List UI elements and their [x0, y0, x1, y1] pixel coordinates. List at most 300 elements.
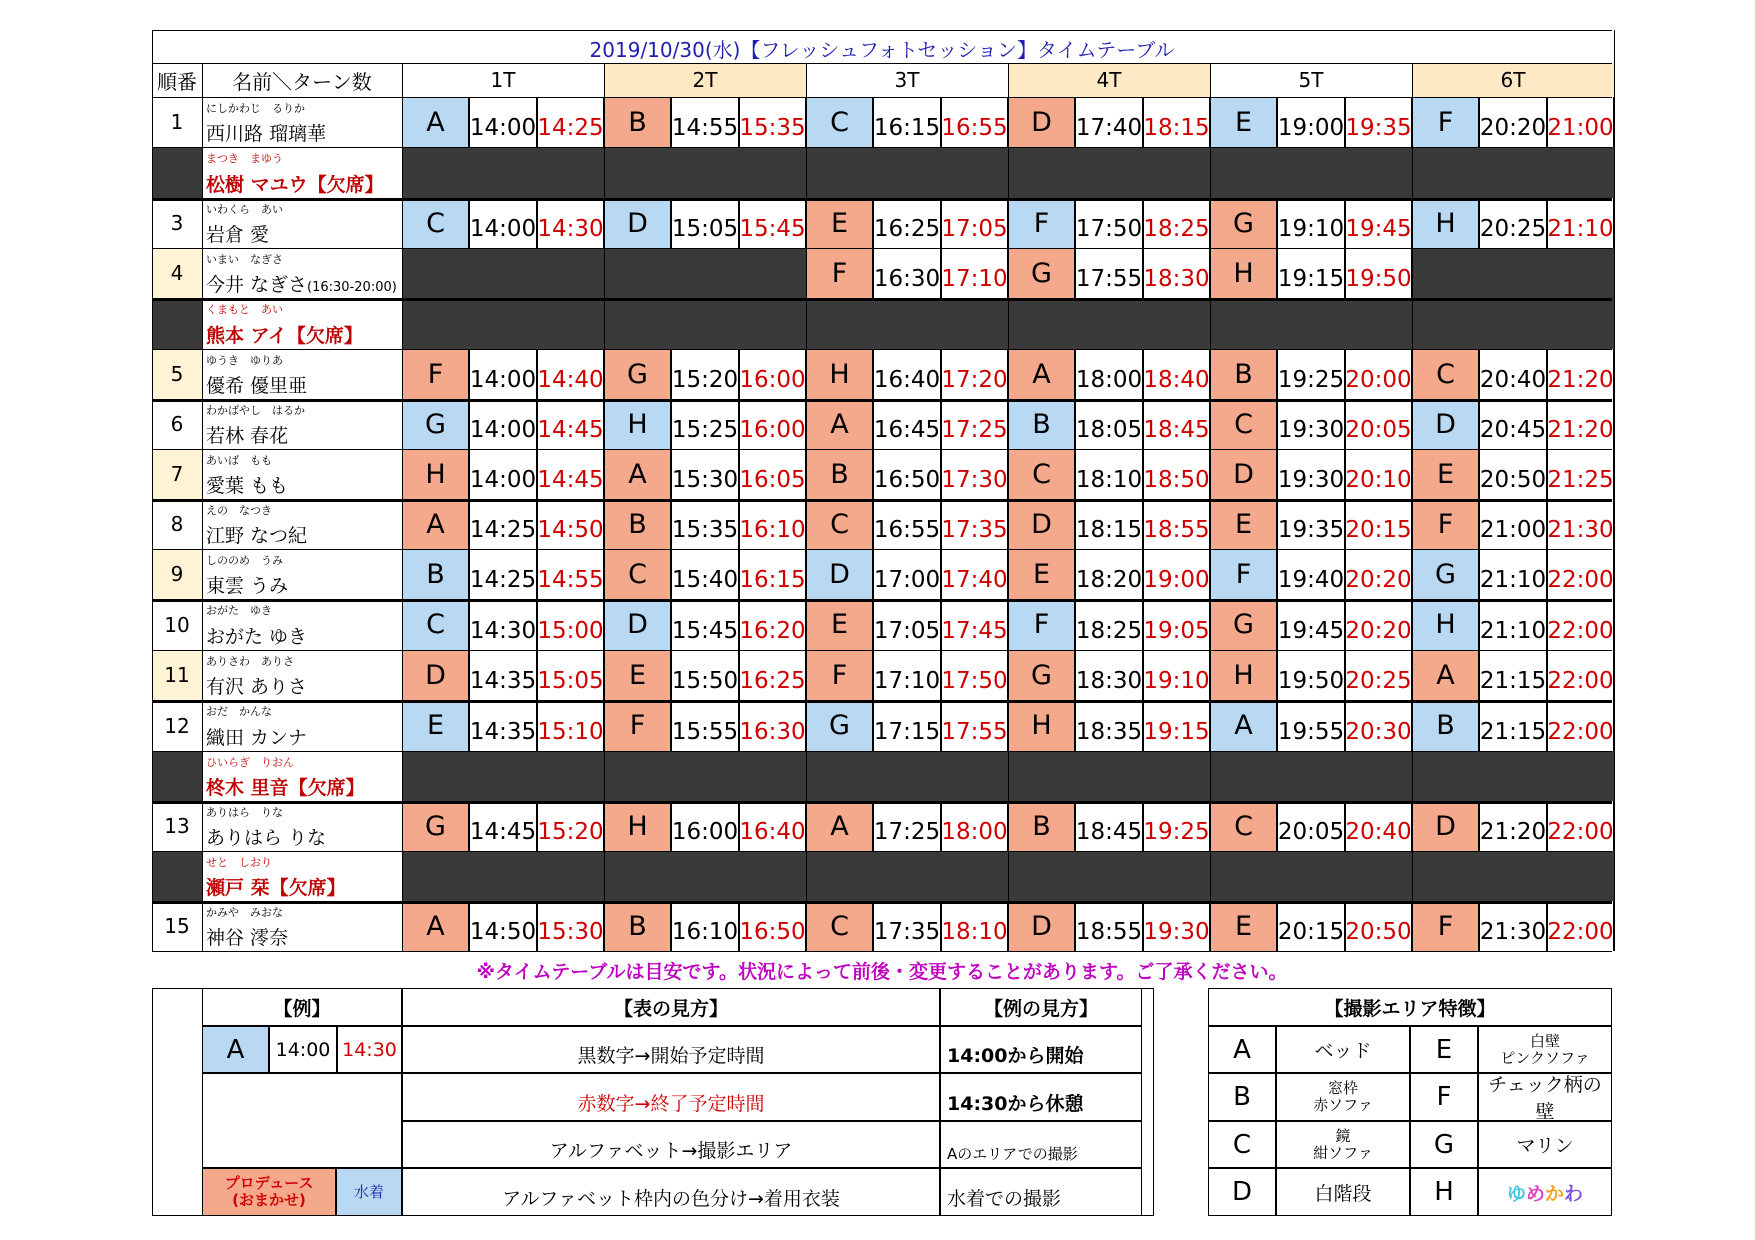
row-number	[152, 147, 202, 198]
end-time: 21:25	[1547, 449, 1614, 499]
notice-text: ※タイムテーブルは目安です。状況によって前後・変更することがあります。ご了承ください。	[476, 960, 1288, 983]
legend-meaning-item: Aのエリアでの撮影	[940, 1121, 1142, 1168]
area-desc: 窓枠 赤ソファ	[1276, 1073, 1410, 1121]
name-cell	[202, 549, 402, 599]
start-time: 18:20	[1075, 549, 1143, 599]
area-letter: D	[806, 549, 873, 599]
name-ruby: えの なつき	[206, 504, 272, 517]
name-ruby: ありはら りな	[206, 806, 283, 819]
legend-swimsuit: 水着	[336, 1168, 402, 1216]
name-ruby: ひいらぎ りおん	[206, 756, 294, 769]
start-time: 19:00	[1277, 97, 1345, 147]
area-letter: H	[604, 399, 671, 449]
area-letter: H	[1210, 650, 1277, 700]
performer-name: 愛葉 もも	[206, 475, 289, 497]
start-time: 18:35	[1075, 700, 1143, 751]
grid-line	[152, 30, 153, 951]
name-ruby: いまい なぎさ	[206, 253, 283, 266]
start-time: 17:35	[873, 901, 941, 951]
start-time: 17:05	[873, 599, 941, 650]
legend-howto-title: 【表の見方】	[402, 988, 940, 1026]
end-time: 20:00	[1345, 349, 1412, 399]
grid-line	[152, 97, 1612, 98]
name-cell	[202, 97, 402, 147]
end-time: 16:10	[739, 499, 806, 549]
start-time: 15:25	[671, 399, 739, 449]
start-time: 15:40	[671, 549, 739, 599]
area-letter: F	[402, 349, 469, 399]
performer-name: おがた ゆき	[206, 626, 308, 648]
start-time: 14:00	[469, 399, 537, 449]
end-time: 15:20	[537, 801, 604, 851]
area-letter: D	[604, 599, 671, 650]
end-time: 19:25	[1143, 801, 1210, 851]
performer-name: 江野 なつ紀	[206, 525, 308, 547]
area-letter: A	[1008, 349, 1075, 399]
start-time: 19:30	[1277, 449, 1345, 499]
row-number	[152, 851, 202, 901]
rainbow-char: め	[1525, 1182, 1545, 1205]
empty-turn	[402, 248, 604, 298]
performer-name: 西川路 瑠璃華	[206, 123, 327, 145]
name-ruby: かみや みおな	[206, 906, 283, 919]
area-letter: G	[1210, 599, 1277, 650]
end-time: 15:35	[739, 97, 806, 147]
grid-line	[152, 147, 1612, 148]
row-number	[152, 298, 202, 349]
end-time: 17:40	[941, 549, 1008, 599]
start-time: 19:50	[1277, 650, 1345, 700]
area-letter: C	[806, 901, 873, 951]
area-letter: C	[1008, 449, 1075, 499]
legend-example-title: 【例】	[202, 988, 402, 1026]
name-ruby: せと しおり	[206, 856, 272, 869]
end-time: 16:00	[739, 349, 806, 399]
name-ruby: まつき まゆう	[206, 152, 283, 165]
start-time: 18:05	[1075, 399, 1143, 449]
name-note: (16:30-20:00)	[307, 280, 397, 295]
row-number: 6	[152, 399, 202, 449]
performer-name: 東雲 うみ	[206, 575, 289, 597]
start-time: 14:35	[469, 700, 537, 751]
end-time: 18:15	[1143, 97, 1210, 147]
name-ruby: にしかわじ るりか	[206, 102, 305, 115]
area-letter: G	[806, 700, 873, 751]
legend-example-start: 14:00	[269, 1026, 337, 1073]
legend-howto-item: アルファベット→撮影エリア	[402, 1121, 940, 1168]
page-title: 2019/10/30(水)【フレッシュフォトセッション】タイムテーブル	[589, 37, 1175, 62]
end-time: 20:20	[1345, 599, 1412, 650]
name-ruby: あいば もも	[206, 454, 272, 467]
start-time: 14:30	[469, 599, 537, 650]
end-time: 21:10	[1547, 198, 1614, 248]
start-time: 16:30	[873, 248, 941, 298]
rainbow-char: わ	[1564, 1182, 1584, 1205]
row-number: 10	[152, 599, 202, 650]
name-cell	[202, 449, 402, 499]
area-letter: E	[604, 650, 671, 700]
start-time: 15:55	[671, 700, 739, 751]
performer-name: 有沢 ありさ	[206, 676, 308, 698]
grid-line	[604, 63, 605, 951]
header-turn-2: 2T	[604, 63, 806, 97]
name-ruby: いわくら あい	[206, 203, 283, 216]
row-number: 15	[152, 901, 202, 951]
row-number: 8	[152, 499, 202, 549]
grid-line	[152, 449, 1612, 450]
name-cell	[202, 248, 402, 298]
end-time: 17:25	[941, 399, 1008, 449]
area-letter: A	[1210, 700, 1277, 751]
area-letter: A	[402, 901, 469, 951]
row-number: 11	[152, 650, 202, 700]
start-time: 21:20	[1479, 801, 1547, 851]
grid-line	[152, 549, 1612, 550]
area-letter: G	[402, 399, 469, 449]
name-cell	[202, 599, 402, 650]
start-time: 14:25	[469, 549, 537, 599]
grid-line	[152, 63, 1612, 64]
end-time: 17:20	[941, 349, 1008, 399]
legend-meaning-item: 14:30から休憩	[940, 1073, 1142, 1121]
area-letter: E	[806, 198, 873, 248]
grid-line	[152, 951, 1612, 952]
area-letter: A	[402, 97, 469, 147]
end-time: 17:35	[941, 499, 1008, 549]
end-time: 20:10	[1345, 449, 1412, 499]
area-letter: C	[402, 198, 469, 248]
end-time: 22:00	[1547, 599, 1614, 650]
row-number: 9	[152, 549, 202, 599]
end-time: 17:50	[941, 650, 1008, 700]
start-time: 18:30	[1075, 650, 1143, 700]
area-letter: E	[402, 700, 469, 751]
grid-line	[152, 499, 1612, 502]
start-time: 15:35	[671, 499, 739, 549]
name-cell	[202, 851, 402, 901]
name-ruby: しののめ うみ	[206, 554, 283, 567]
area-letter: G	[1210, 198, 1277, 248]
area-letter: C	[1412, 349, 1479, 399]
name-ruby: わかばやし はるか	[206, 404, 305, 417]
area-letter: A	[604, 449, 671, 499]
grid-line	[152, 700, 1612, 703]
start-time: 14:00	[469, 97, 537, 147]
area-letter: H	[1210, 248, 1277, 298]
empty-turn	[604, 248, 806, 298]
end-time: 15:05	[537, 650, 604, 700]
end-time: 15:30	[537, 901, 604, 951]
area-desc: 白壁 ピンクソファ	[1478, 1026, 1612, 1073]
legend-example-end: 14:30	[337, 1026, 402, 1073]
area-letter: F	[1008, 198, 1075, 248]
performer-name: 熊本 アイ【欠席】	[206, 325, 363, 347]
area-letter: C	[806, 97, 873, 147]
grid-line	[152, 198, 1612, 201]
grid-line	[152, 349, 1612, 350]
start-time: 16:55	[873, 499, 941, 549]
end-time: 18:50	[1143, 449, 1210, 499]
grid-line	[152, 298, 1612, 301]
end-time: 15:45	[739, 198, 806, 248]
start-time: 17:50	[1075, 198, 1143, 248]
area-letter: G	[402, 801, 469, 851]
legend-areas-title: 【撮影エリア特徴】	[1208, 988, 1612, 1026]
end-time: 22:00	[1547, 650, 1614, 700]
row-number: 13	[152, 801, 202, 851]
legend-meaning-title: 【例の見方】	[940, 988, 1142, 1026]
row-number: 1	[152, 97, 202, 147]
grid-line	[402, 63, 403, 951]
legend-produce: プロデュース (おまかせ)	[202, 1168, 336, 1216]
grid-line	[1008, 63, 1009, 951]
start-time: 16:40	[873, 349, 941, 399]
performer-name: 柊木 里音【欠席】	[206, 777, 365, 799]
start-time: 18:55	[1075, 901, 1143, 951]
row-number	[152, 751, 202, 801]
end-time: 20:15	[1345, 499, 1412, 549]
name-cell	[202, 901, 402, 951]
end-time: 14:50	[537, 499, 604, 549]
legend-blank	[202, 1073, 402, 1168]
area-letter: A	[806, 801, 873, 851]
name-cell	[202, 650, 402, 700]
area-letter: B	[1008, 399, 1075, 449]
grid-line	[152, 30, 1612, 31]
end-time: 14:45	[537, 449, 604, 499]
area-letter: B	[604, 499, 671, 549]
start-time: 20:15	[1277, 901, 1345, 951]
area-letter: F	[806, 650, 873, 700]
start-time: 14:00	[469, 198, 537, 248]
performer-name: 神谷 澪奈	[206, 927, 289, 949]
start-time: 14:55	[671, 97, 739, 147]
end-time: 16:55	[941, 97, 1008, 147]
row-number: 3	[152, 198, 202, 248]
end-time: 16:30	[739, 700, 806, 751]
area-letter: E	[1210, 499, 1277, 549]
start-time: 16:10	[671, 901, 739, 951]
start-time: 19:35	[1277, 499, 1345, 549]
area-letter: H	[806, 349, 873, 399]
area-letter: D	[1412, 399, 1479, 449]
end-time: 18:10	[941, 901, 1008, 951]
area-letter: A	[402, 499, 469, 549]
start-time: 15:20	[671, 349, 739, 399]
end-time: 16:05	[739, 449, 806, 499]
header-turn-1: 1T	[402, 63, 604, 97]
performer-name: ありはら りな	[206, 827, 327, 849]
grid-line	[152, 751, 1612, 752]
area-letter: D	[604, 198, 671, 248]
row-number: 7	[152, 449, 202, 499]
legend-howto-item: 赤数字→終了予定時間	[402, 1073, 940, 1121]
start-time: 14:45	[469, 801, 537, 851]
start-time: 20:05	[1277, 801, 1345, 851]
area-letter: F	[1412, 901, 1479, 951]
start-time: 19:15	[1277, 248, 1345, 298]
area-key: C	[1208, 1121, 1276, 1168]
area-letter: D	[402, 650, 469, 700]
start-time: 21:00	[1479, 499, 1547, 549]
performer-name: 若林 春花	[206, 425, 289, 447]
end-time: 20:50	[1345, 901, 1412, 951]
performer-name: 織田 カンナ	[206, 727, 308, 749]
area-desc: ベッド	[1276, 1026, 1410, 1073]
start-time: 21:10	[1479, 549, 1547, 599]
area-letter: D	[1008, 901, 1075, 951]
end-time: 16:00	[739, 399, 806, 449]
end-time: 15:00	[537, 599, 604, 650]
area-letter: B	[1412, 700, 1479, 751]
start-time: 19:10	[1277, 198, 1345, 248]
start-time: 18:15	[1075, 499, 1143, 549]
legend-howto-item: アルファベット枠内の色分け→着用衣装	[402, 1168, 940, 1216]
legend-meaning-item: 14:00から開始	[940, 1026, 1142, 1073]
start-time: 19:55	[1277, 700, 1345, 751]
area-letter: B	[1008, 801, 1075, 851]
area-letter: E	[806, 599, 873, 650]
area-letter: D	[1210, 449, 1277, 499]
area-letter: D	[1008, 499, 1075, 549]
header-no: 順番	[157, 69, 197, 94]
name-ruby: ゆうき ゆりあ	[206, 354, 283, 367]
area-letter: D	[1412, 801, 1479, 851]
end-time: 17:05	[941, 198, 1008, 248]
grid-line	[152, 599, 1612, 602]
end-time: 16:50	[739, 901, 806, 951]
end-time: 20:05	[1345, 399, 1412, 449]
end-time: 19:15	[1143, 700, 1210, 751]
area-letter: C	[604, 549, 671, 599]
grid-line	[806, 63, 807, 951]
area-letter: G	[604, 349, 671, 399]
end-time: 18:25	[1143, 198, 1210, 248]
end-time: 17:30	[941, 449, 1008, 499]
end-time: 19:50	[1345, 248, 1412, 298]
start-time: 19:30	[1277, 399, 1345, 449]
start-time: 16:50	[873, 449, 941, 499]
header-turn-5: 5T	[1210, 63, 1412, 97]
end-time: 19:30	[1143, 901, 1210, 951]
end-time: 19:10	[1143, 650, 1210, 700]
start-time: 17:00	[873, 549, 941, 599]
performer-name: 優希 優里亜	[206, 375, 308, 397]
empty-turn	[1412, 248, 1614, 298]
end-time: 14:30	[537, 198, 604, 248]
start-time: 15:30	[671, 449, 739, 499]
area-desc: チェック柄の壁	[1478, 1073, 1612, 1121]
area-key: A	[1208, 1026, 1276, 1073]
end-time: 21:20	[1547, 399, 1614, 449]
area-letter: H	[604, 801, 671, 851]
area-letter: D	[1008, 97, 1075, 147]
grid-line	[152, 851, 1612, 852]
start-time: 17:40	[1075, 97, 1143, 147]
start-time: 19:45	[1277, 599, 1345, 650]
start-time: 17:55	[1075, 248, 1143, 298]
name-cell	[202, 801, 402, 851]
area-key: G	[1410, 1121, 1478, 1168]
area-letter: E	[1210, 901, 1277, 951]
end-time: 17:10	[941, 248, 1008, 298]
end-time: 16:15	[739, 549, 806, 599]
end-time: 15:10	[537, 700, 604, 751]
grid-line	[1412, 63, 1413, 951]
area-letter: C	[1210, 801, 1277, 851]
area-letter: G	[1008, 650, 1075, 700]
area-letter: F	[1412, 97, 1479, 147]
start-time: 20:20	[1479, 97, 1547, 147]
performer-name: 今井 なぎさ(16:30-20:00)	[206, 274, 397, 296]
start-time: 21:10	[1479, 599, 1547, 650]
header-turn-4: 4T	[1008, 63, 1210, 97]
start-time: 21:15	[1479, 700, 1547, 751]
area-letter: F	[1008, 599, 1075, 650]
start-time: 19:25	[1277, 349, 1345, 399]
end-time: 20:40	[1345, 801, 1412, 851]
end-time: 14:45	[537, 399, 604, 449]
name-ruby: おだ かんな	[206, 705, 272, 718]
start-time: 15:45	[671, 599, 739, 650]
header-turn-3: 3T	[806, 63, 1008, 97]
start-time: 17:25	[873, 801, 941, 851]
end-time: 18:55	[1143, 499, 1210, 549]
end-time: 21:30	[1547, 499, 1614, 549]
rainbow-char: か	[1545, 1182, 1565, 1205]
start-time: 21:30	[1479, 901, 1547, 951]
end-time: 19:00	[1143, 549, 1210, 599]
area-letter: E	[1008, 549, 1075, 599]
grid-line	[1210, 63, 1211, 951]
start-time: 18:10	[1075, 449, 1143, 499]
area-letter: E	[1412, 449, 1479, 499]
legend-howto-item: 黒数字→開始予定時間	[402, 1026, 940, 1073]
end-time: 18:45	[1143, 399, 1210, 449]
area-letter: G	[1008, 248, 1075, 298]
area-letter: B	[604, 97, 671, 147]
end-time: 18:30	[1143, 248, 1210, 298]
area-letter: H	[1412, 198, 1479, 248]
start-time: 20:40	[1479, 349, 1547, 399]
start-time: 14:50	[469, 901, 537, 951]
area-letter: C	[806, 499, 873, 549]
end-time: 22:00	[1547, 801, 1614, 851]
performer-name: 岩倉 愛	[206, 224, 270, 246]
row-number: 12	[152, 700, 202, 751]
area-desc: 白階段	[1276, 1168, 1410, 1216]
area-letter: F	[1412, 499, 1479, 549]
end-time: 21:20	[1547, 349, 1614, 399]
start-time: 15:50	[671, 650, 739, 700]
row-number: 4	[152, 248, 202, 298]
start-time: 16:00	[671, 801, 739, 851]
area-letter: B	[604, 901, 671, 951]
start-time: 16:25	[873, 198, 941, 248]
end-time: 17:55	[941, 700, 1008, 751]
area-letter: H	[402, 449, 469, 499]
name-cell	[202, 147, 402, 198]
start-time: 17:15	[873, 700, 941, 751]
area-letter: C	[402, 599, 469, 650]
grid-line	[152, 801, 1612, 804]
area-letter: A	[1412, 650, 1479, 700]
grid-line	[1614, 30, 1615, 951]
start-time: 18:25	[1075, 599, 1143, 650]
name-ruby: ありさわ ありさ	[206, 655, 294, 668]
row-number: 5	[152, 349, 202, 399]
area-letter: C	[1210, 399, 1277, 449]
